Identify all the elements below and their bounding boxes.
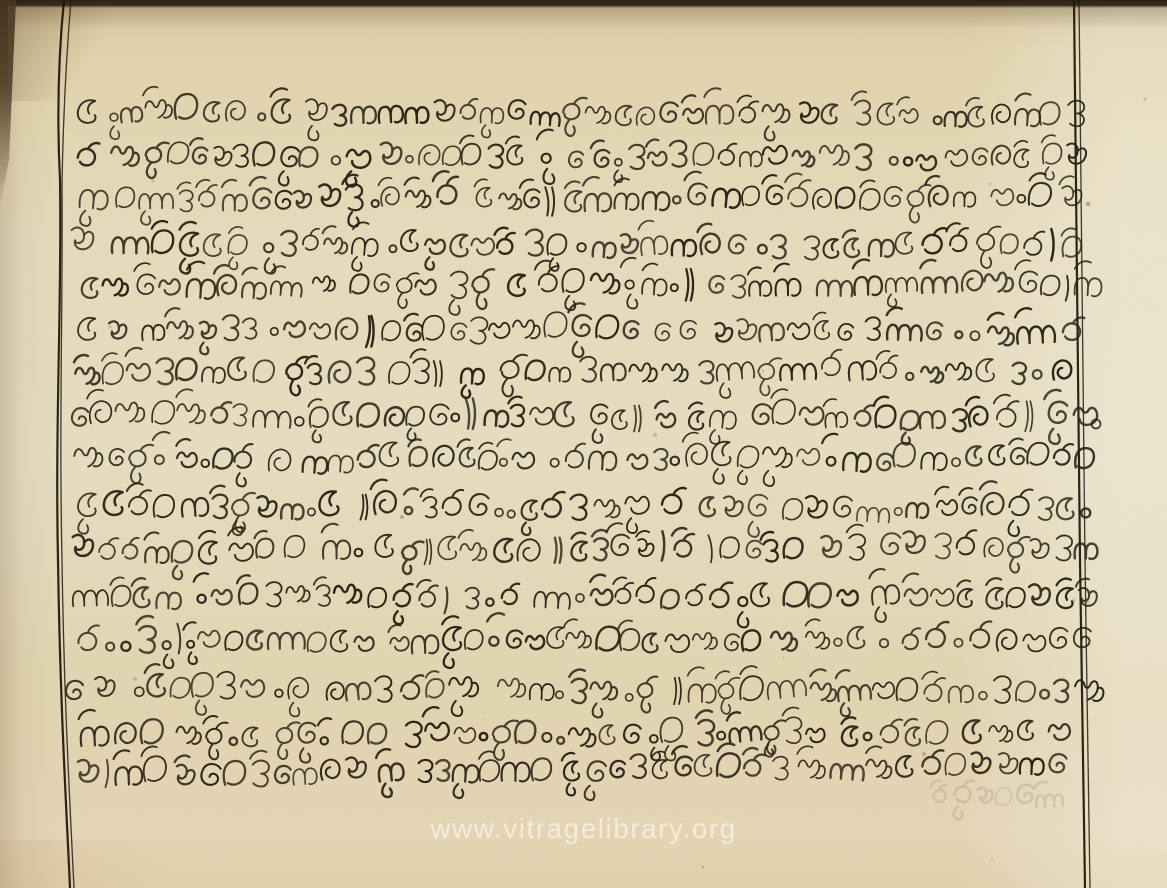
watermark-text: www.vitragelibrary.org xyxy=(430,813,737,844)
